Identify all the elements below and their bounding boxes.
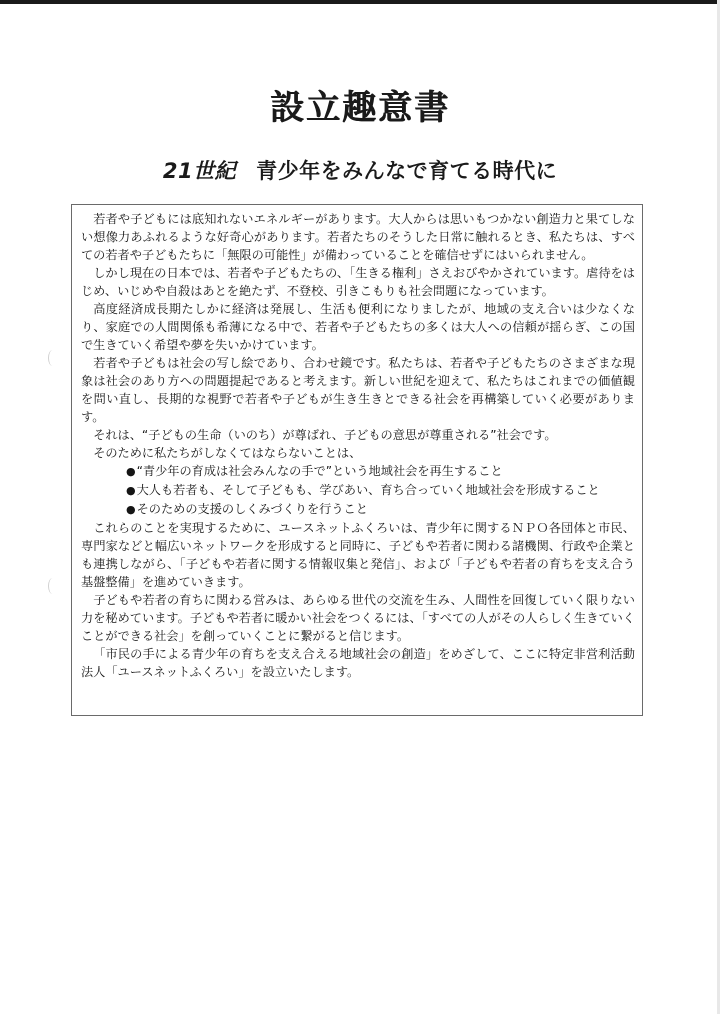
bullet-icon: ● <box>126 484 136 497</box>
document-subtitle <box>0 155 720 185</box>
subtitle-century: 21世紀 <box>162 159 237 183</box>
paragraph-5: それは、“子どもの生命（いのち）が尊ばれ、子どもの意思が尊重される”社会です。 <box>93 428 557 442</box>
paragraph-8: 「市民の手による青少年の育ちを支え合える地域社会の創造」をめざして、ここに特定非営利活動法人「ユースネットふくろい」を設立いたします。 <box>81 647 635 679</box>
paragraph-3: 高度経済成長期たしかに経済は発展し、生活も便利になりましたが、地域の支え合いは少なくなり、家庭での人間関係も希薄になる中で、若者や子どもたちの多くは大人への信頼が揺らぎ、この国で生きていく希望や夢を失いかけています。 <box>81 302 635 352</box>
goal-item <box>81 481 635 500</box>
punch-hole-mark <box>48 350 57 366</box>
punch-hole-mark <box>48 578 57 594</box>
goal-text: “青少年の育成は社会みんなの手で”という地域社会を再生すること <box>136 464 503 478</box>
bullet-icon: ● <box>126 503 136 516</box>
goal-text: そのための支援のしくみづくりを行うこと <box>136 502 368 516</box>
paragraph-2: しかし現在の日本では、若者や子どもたちの、「生きる権利」さえおびやかされています。虐待をはじめ、いじめや自殺はあとを絶たず、不登校、引きこもりも社会問題になっています。 <box>81 266 635 298</box>
prospectus-text-box <box>71 204 643 716</box>
goals-intro: そのために私たちがしなくてはならないことは、 <box>93 446 362 460</box>
bullet-icon: ● <box>126 465 136 478</box>
paragraph-7: 子どもや若者の育ちに関わる営みは、あらゆる世代の交流を生み、人間性を回復していく限りない力を秘めています。子どもや若者に暖かい社会をつくるには、「すべての人がその人らしく生きていくことができる社会」を創っていくことに繋がると信じます。 <box>81 593 635 643</box>
paragraph-4: 若者や子どもは社会の写し絵であり、合わせ鏡です。私たちは、若者や子どもたちのさまざまな現象は社会のあり方への問題提起であると考えます。新しい世紀を迎えて、私たちはこれまでの価値観を問い直し、長期的な視野で若者や子どもが生き生きとできる社会を再構築していく必要があります。 <box>81 356 635 424</box>
paragraph-6: これらのことを実現するために、ユースネットふくろいは、青少年に関するＮＰＯ各団体と市民、専門家などと幅広いネットワークを形成すると同時に、子どもや若者に関わる諸機関、行政や企業とも連携しながら、「子どもや若者に関する情報収集と発信」、および「子どもや若者の育ちを支え合う基盤整備」を進めていきます。 <box>81 521 635 589</box>
paragraph-1: 若者や子どもには底知れないエネルギーがあります。大人からは思いもつかない創造力と果てしない想像力あふれるような好奇心があります。若者たちのそうした日常に触れるとき、私たちは、すべての若者や子どもたちに「無限の可能性」が備わっていることを確信せずにはいられません。 <box>81 212 635 262</box>
goal-text: 大人も若者も、そして子どもも、学びあい、育ち合っていく地域社会を形成すること <box>136 483 600 497</box>
document-title: 設立趣意書 <box>270 88 450 128</box>
goal-item <box>81 500 635 519</box>
scan-top-edge <box>0 0 720 4</box>
subtitle-theme: 青少年をみんなで育てる時代に <box>256 159 558 183</box>
goal-item <box>81 462 635 481</box>
